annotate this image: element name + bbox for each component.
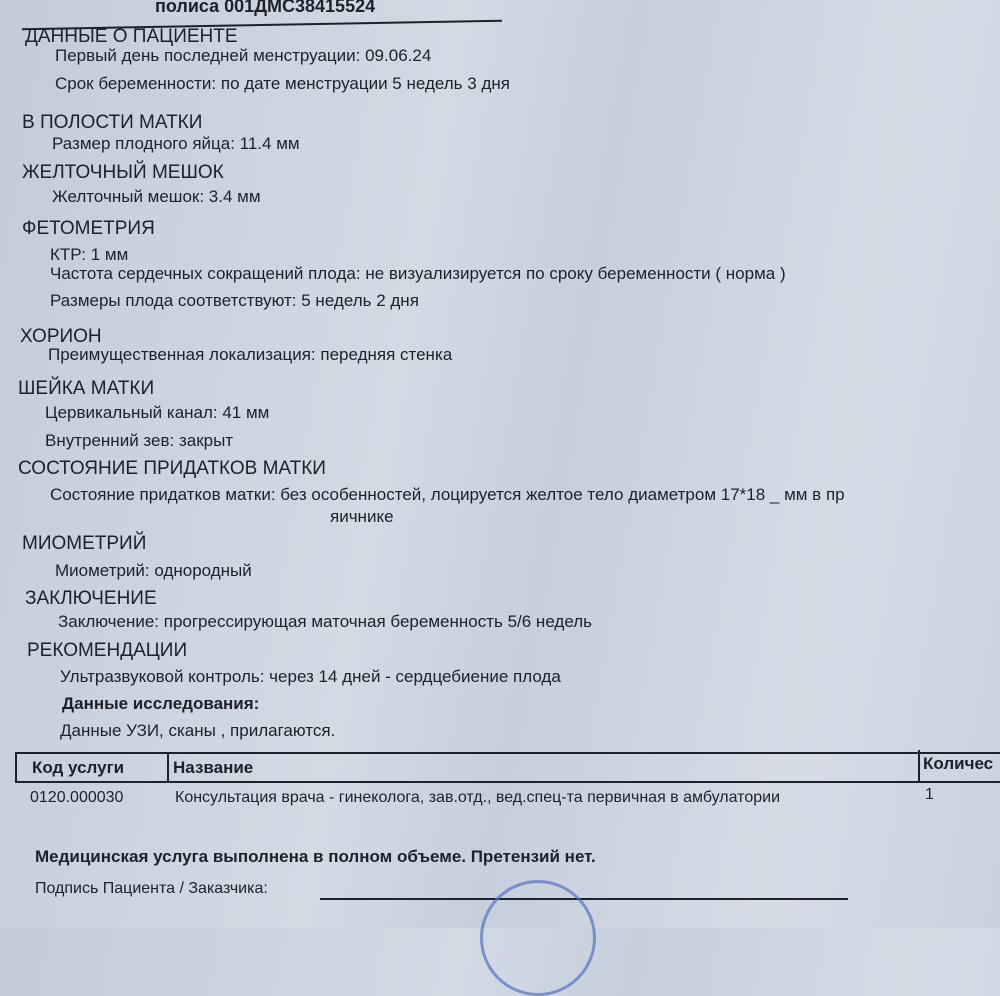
- policy-number: полиса 001ДМС38415524: [155, 0, 376, 16]
- completion-statement: Медицинская услуга выполнена в полном объеме. Претензий нет.: [35, 847, 596, 866]
- signature-label: Подпись Пациента / Заказчика:: [35, 880, 268, 897]
- section-title-recommendations: РЕКОМЕНДАЦИИ: [27, 640, 188, 661]
- section-title-yolk: ЖЕЛТОЧНЫЙ МЕШОК: [22, 162, 224, 183]
- recommendation-value: Ультразвуковой контроль: через 14 дней - сердцебиение плода: [60, 667, 561, 686]
- column-header-quantity: Количес: [923, 754, 994, 773]
- column-header-code: Код услуги: [32, 758, 125, 777]
- table-border: [167, 752, 169, 783]
- myometrium-value: Миометрий: однородный: [55, 561, 252, 580]
- cervical-canal: Цервикальный канал: 41 мм: [45, 403, 270, 422]
- section-title-conclusion: ЗАКЛЮЧЕНИЕ: [25, 588, 157, 609]
- section-title-chorion: ХОРИОН: [20, 326, 102, 347]
- section-title-patient: ДАННЫЕ О ПАЦИЕНТЕ: [25, 26, 238, 47]
- service-quantity: 1: [925, 786, 934, 803]
- section-title-cervix: ШЕЙКА МАТКИ: [18, 378, 155, 399]
- study-title: Данные исследования:: [62, 694, 260, 713]
- service-name: Консультация врача - гинеколога, зав.отд., вед.спец-та первичная в амбулатории: [175, 789, 780, 806]
- table-border: [15, 752, 17, 783]
- section-title-myometrium: МИОМЕТРИЙ: [22, 533, 147, 554]
- column-header-name: Название: [173, 758, 254, 777]
- adnexa-state: Состояние придатков матки: без особенностей, лоцируется желтое тело диаметром 17*18 _ мм в пр: [50, 485, 845, 504]
- lmp-date: Первый день последней менструации: 09.06.24: [55, 46, 432, 65]
- adnexa-state-cont: яичнике: [330, 507, 394, 526]
- table-header-rule: [15, 781, 1000, 783]
- section-title-adnexa: СОСТОЯНИЕ ПРИДАТКОВ МАТКИ: [18, 458, 326, 479]
- ktr-value: КТР: 1 мм: [50, 245, 129, 264]
- service-code: 0120.000030: [30, 789, 124, 806]
- section-title-cavity: В ПОЛОСТИ МАТКИ: [22, 112, 203, 133]
- internal-os: Внутренний зев: закрыт: [45, 431, 234, 450]
- section-title-fetometry: ФЕТОМЕТРИЯ: [22, 218, 155, 239]
- chorion-location: Преимущественная локализация: передняя стенка: [48, 345, 453, 364]
- stamp-seal: [480, 880, 596, 996]
- pregnancy-term: Срок беременности: по дате менструации 5 недель 3 дня: [55, 74, 510, 93]
- study-value: Данные УЗИ, сканы , прилагаются.: [60, 721, 336, 740]
- fetal-size: Размеры плода соответствуют: 5 недель 2 дня: [50, 291, 419, 310]
- heart-rate: Частота сердечных сокращений плода: не визуализируется по сроку беременности ( норма ): [50, 264, 786, 283]
- conclusion-value: Заключение: прогрессирующая маточная беременность 5/6 недель: [58, 612, 592, 631]
- gestational-sac-size: Размер плодного яйца: 11.4 мм: [52, 134, 300, 153]
- table-top-rule: [15, 752, 1000, 754]
- signature-line: [320, 898, 848, 900]
- table-border: [918, 750, 920, 781]
- yolk-sac-size: Желточный мешок: 3.4 мм: [52, 187, 261, 206]
